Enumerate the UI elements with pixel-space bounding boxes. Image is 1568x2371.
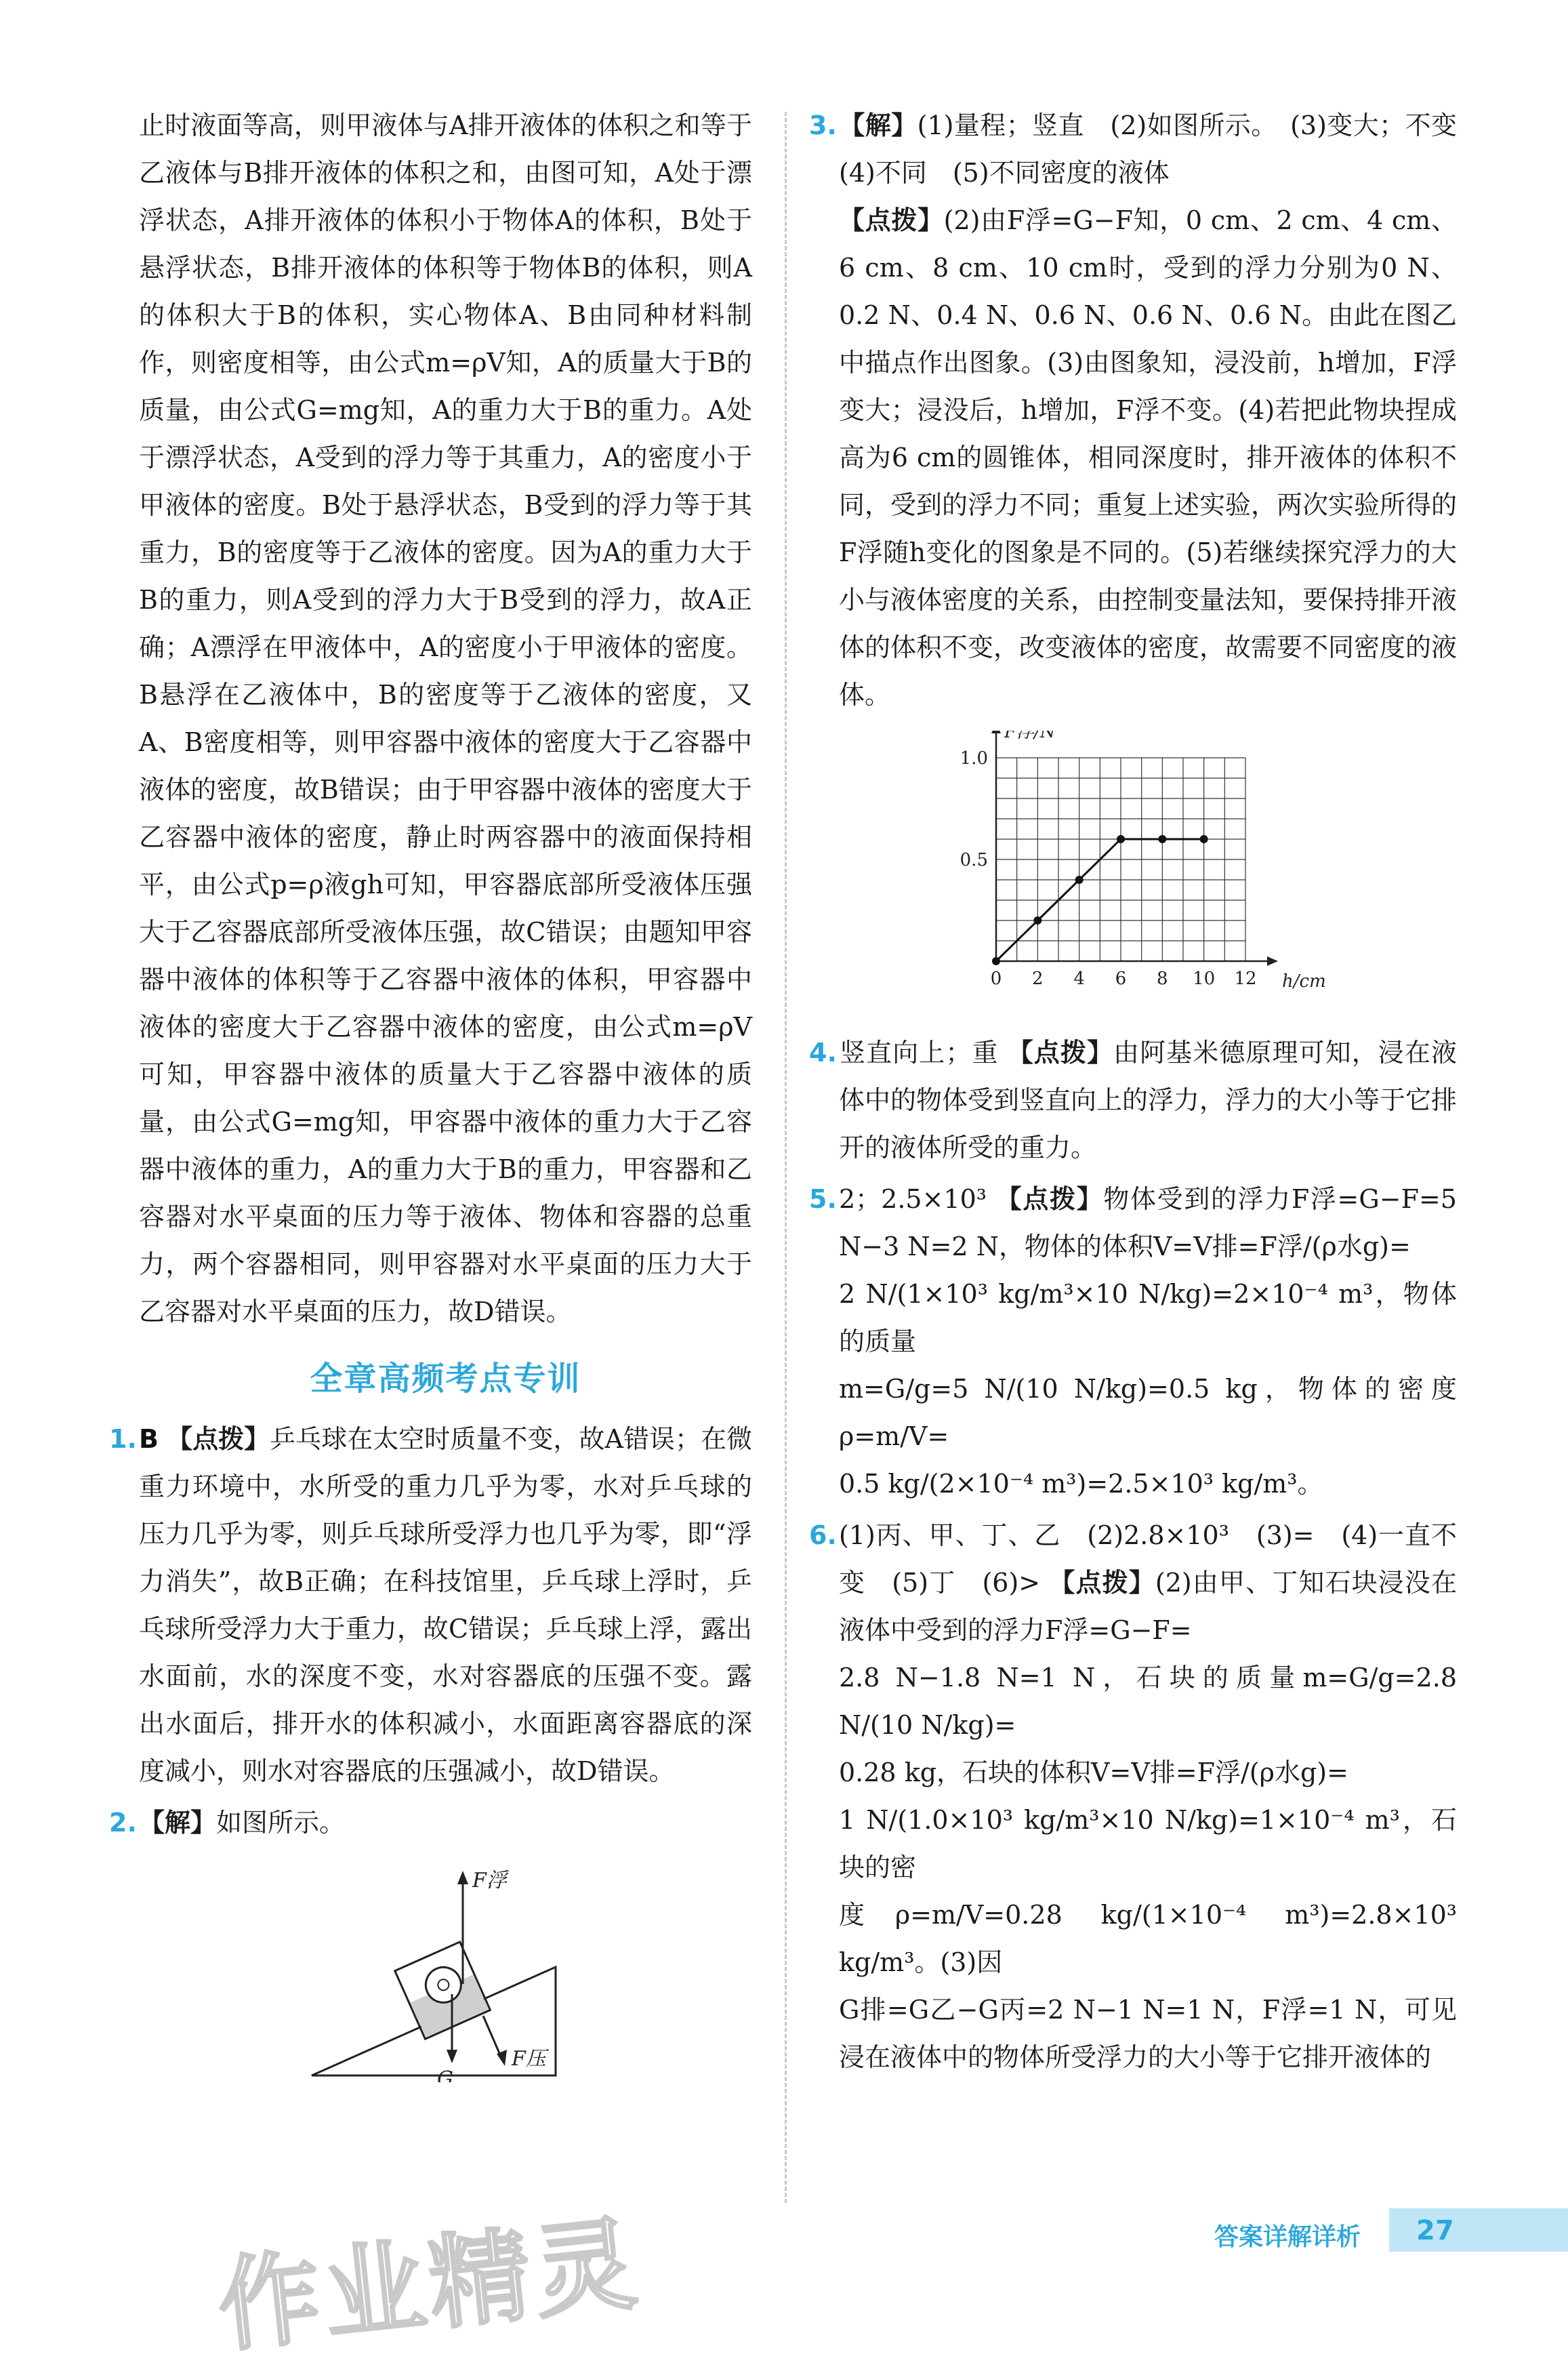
section-title: 全章高频考点专训 [310,1360,581,1398]
hint-line: m=G/g=5 N/(10 N/kg)=0.5 kg，物体的密度ρ=m/V= [839,1374,1457,1451]
hint-line: 2 N/(1×10³ kg/m³×10 N/kg)=2×10⁻⁴ m³，物体的质量 [839,1279,1457,1356]
x-tick-label: 0 [990,969,1002,989]
question-2 [109,1799,752,1846]
answer: B [139,1424,159,1454]
hint-text: (2)由F浮=G−F知，0 cm、2 cm、4 cm、6 cm、8 cm、10 cm时，受到的浮力分别为0 N、0.2 N、0.4 N、0.6 N、0.6 N、0.6 N。由此在图乙中描点作出图象。(3)由图象知，浸没前，h增加，F浮变大；浸没后，h增加，F浮不变。(4)若把此物块捏成高为6 cm的圆锥体，相同深度时，排开液体的体积不同，受到的浮力不同；重复上述实验，两次实验所得的F浮随h变化的图象是不同的。(5)若继续探究浮力的大小与液体密度的关系，由控制变量法知，要保持排开液体的体积不变，改变液体的密度，故需要不同密度的液体。 [839,205,1458,710]
question-number: 1. [109,1424,137,1454]
data-point [1117,835,1125,843]
watermark-logo: 作业精灵 [213,2204,646,2367]
hint-line: 1 N/(1.0×10³ kg/m³×10 N/kg)=1×10⁻⁴ m³，石块的密 [839,1805,1457,1882]
buoyancy-chart [839,731,1457,1017]
answer: 2；2.5×10³ [839,1184,987,1214]
answer-text: (1)量程；竖直 (2)如图所示。 (3)变大；不变 (4)不同 (5)不同密度的液体 [839,110,1483,188]
question-6 [809,1512,1457,1654]
left-column [109,102,752,2109]
answer: (1)丙、甲、丁、乙 (2)2.8×10³ (3)= (4)一直不变 (5)丁 (6)> [839,1520,1457,1598]
hint-text: 由阿基米德原理可知，浸在液体中的物体受到竖直向上的浮力，浮力的大小等于它排开的液体所受的重力。 [839,1038,1458,1162]
hint-line: G排=G乙−G丙=2 N−1 N=1 N，F浮=1 N，可见浸在液体中的物体所受浮力的大小等于它排开液体的 [839,1995,1457,2072]
answer-text: 如图所示。 [216,1808,346,1838]
hint-tag: 【点拨】 [1049,1568,1155,1598]
data-point [1158,835,1166,843]
x-tick-label: 4 [1073,969,1085,989]
x-tick-label: 6 [1115,969,1127,989]
x-tick-label: 10 [1193,969,1216,989]
hint-tag: 【点拨】 [839,205,944,235]
y-axis-arrow [991,731,1001,733]
question-4 [809,1029,1458,1171]
question-3-hint [839,197,1457,718]
incline-force-diagram [139,1859,752,2097]
column-divider [785,112,787,2203]
y-tick-label: 0.5 [960,850,988,870]
question-number: 2. [109,1808,137,1838]
x-tick-label: 8 [1157,969,1168,989]
chart-y-label: F浮/N [1004,731,1056,742]
footer-label: 答案详解详析 [1214,2223,1361,2251]
question-3-answer [809,102,1483,197]
chart-x-label: h/cm [1282,971,1326,992]
question-number: 6. [809,1520,837,1550]
hint-line: 物体受到的浮力F浮=G−F=5 N−3 N=2 N，物体的体积V=V排=F浮/(ρ水g)= [839,1184,1457,1261]
x-tick-label: 12 [1234,969,1257,989]
buoyancy-label: F浮 [472,1869,507,1892]
hint-tag: 【点拨】 [1007,1038,1114,1068]
pressure-label: F压 [512,2047,546,2071]
hint-tag: 【点拨】 [167,1424,270,1454]
hint-tag: 【点拨】 [995,1184,1104,1214]
gravity-label: G [437,2067,453,2082]
answer: 竖直向上；重 [839,1038,999,1068]
answer-tag: 【解】 [139,1808,217,1838]
data-point [1033,916,1041,925]
hint-text: 乒乓球在太空时质量不变，故A错误；在微重力环境中，水所受的重力几乎为零，水对乒乓球的压力几乎为零，则乒乓球所受浮力也几乎为零，即“浮力消失”，故B正确；在科技馆里，乒乓球上浮时，乒乓球所受浮力大于重力，故C错误；乒乓球上浮，露出水面前，水的深度不变，水对容器底的压强不变。露出水面后，排开水的体积减小，水面距离容器底的深度减小，则水对容器底的压强减小，故D错误。 [139,1424,752,1786]
data-point [992,957,1000,965]
continuation-paragraph: 止时液面等高，则甲液体与A排开液体的体积之和等于乙液体与B排开液体的体积之和，由图可知，A处于漂浮状态，A排开液体的体积小于物体A的体积，B处于悬浮状态，B排开液体的体积等于物体B的体积，则A的体积大于B的体积，实心物体A、B由同种材料制作，则密度相等，由公式m=ρV知，A的质量大于B的质量，由公式G=mg知，A的重力大于B的重力。A处于漂浮状态，A受到的浮力等于其重力，A的密度小于甲液体的密度。B处于悬浮状态，B受到的浮力等于其重力，B的密度等于乙液体的密度。因为A的重力大于B的重力，则A受到的浮力大于B受到的浮力，故A正确；A漂浮在甲液体中，A的密度小于甲液体的密度。B悬浮在乙液体中，B的密度等于乙液体的密度，又A、B密度相等，则甲容器中液体的密度大于乙容器中液体的密度，故B错误；由于甲容器中液体的密度大于乙容器中液体的密度，静止时两容器中的液面保持相平，由公式p=ρ液gh可知，甲容器底部所受液体压强大于乙容器底部所受液体压强，故C错误；由题知甲容器中液体的体积等于乙容器中液体的体积，甲容器中液体的密度大于乙容器中液体的密度，由公式m=ρV可知，甲容器中液体的质量大于乙容器中液体的质量，由公式G=mg知，甲容器中液体的重力大于乙容器中液体的重力，A的重力大于B的重力，甲容器和乙容器对水平桌面的压力等于液体、物体和容器的总重力，两个容器相同，则甲容器对水平桌面的压力大于乙容器对水平桌面的压力，故D错误。 [139,110,752,1326]
question-5 [809,1175,1457,1270]
right-column [809,102,1483,2081]
hint-line: 0.5 kg/(2×10⁻⁴ m³)=2.5×10³ kg/m³。 [839,1469,1323,1499]
question-number: 5. [809,1184,837,1214]
answer-tag: 【解】 [839,110,917,140]
hint-line: 度ρ=m/V=0.28 kg/(1×10⁻⁴ m³)=2.8×10³ kg/m³。(3)因 [839,1900,1457,1977]
x-axis-arrow [1267,956,1278,966]
x-tick-label: 2 [1032,969,1044,989]
data-point [1200,835,1208,843]
question-1 [109,1415,752,1795]
question-number: 3. [809,110,837,140]
question-number: 4. [809,1038,837,1068]
data-point [1075,876,1084,884]
hint-line: 0.28 kg，石块的体积V=V排=F浮/(ρ水g)= [839,1758,1348,1787]
hint-line: (2)由甲、丁知石块浸没在液体中受到的浮力F浮=G−F= [839,1568,1457,1645]
y-tick-label: 1.0 [960,748,988,769]
page-number: 27 [1416,2215,1454,2246]
hint-line: 2.8 N−1.8 N=1 N，石块的质量m=G/g=2.8 N/(10 N/kg)= [839,1663,1457,1740]
